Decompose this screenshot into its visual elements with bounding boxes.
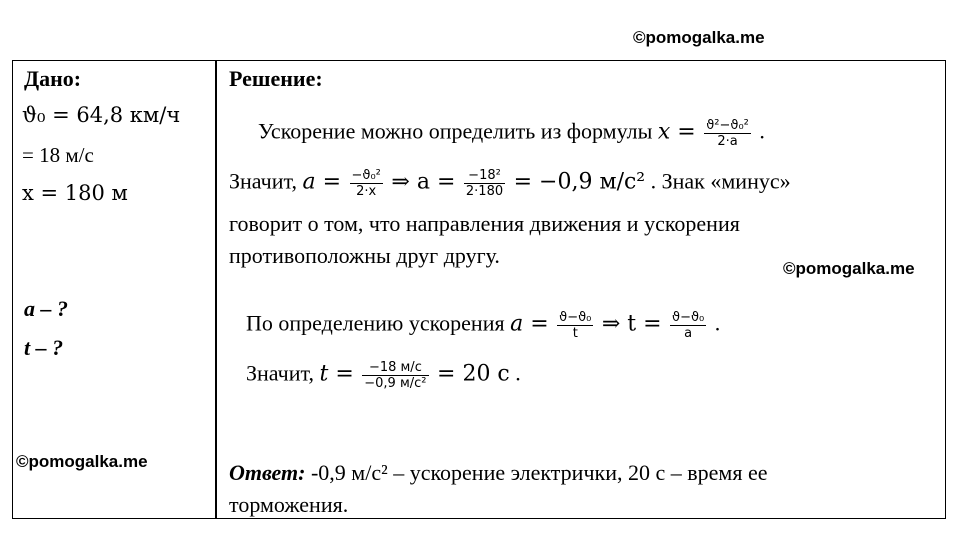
numeric-a-fraction bbox=[464, 168, 505, 199]
fraction-numerator: ϑ²−ϑ₀² bbox=[706, 118, 749, 133]
answer-line-2: торможения. bbox=[229, 492, 349, 517]
given-v0-converted: = 18 м/с bbox=[22, 143, 94, 167]
fraction-denominator: 2·x bbox=[356, 184, 377, 199]
line2-text: Значит, bbox=[229, 168, 297, 194]
fraction-denominator: −0,9 м/с² bbox=[364, 376, 427, 391]
column-divider bbox=[215, 60, 217, 519]
line5-var: a = bbox=[510, 311, 549, 337]
answer-line bbox=[229, 462, 767, 484]
line5-text: По определению ускорения bbox=[246, 310, 505, 336]
line6-end: . bbox=[515, 360, 521, 386]
solution-line-6 bbox=[246, 360, 521, 391]
line1-var: x = bbox=[657, 119, 696, 145]
solution-line-1 bbox=[258, 118, 765, 149]
fraction-numerator: −ϑ₀² bbox=[351, 168, 381, 183]
line2-result: = −0,9 м/с² bbox=[513, 169, 646, 195]
line1-text: Ускорение можно определить из формулы bbox=[258, 118, 653, 144]
line1-end: . bbox=[759, 118, 765, 144]
solution-line-3: говорит о том, что направления движения и ускорения bbox=[229, 211, 740, 236]
acceleration-fraction bbox=[557, 310, 593, 341]
formula-x-fraction bbox=[704, 118, 751, 149]
line5-arrow: ⇒ t = bbox=[601, 311, 662, 337]
answer-label: Ответ: bbox=[229, 460, 306, 485]
fraction-numerator: −18² bbox=[464, 168, 505, 184]
watermark: ©pomogalka.me bbox=[633, 28, 765, 47]
solution-line-4: противоположны друг другу. bbox=[229, 243, 500, 268]
watermark: ©pomogalka.me bbox=[16, 452, 148, 471]
find-t: t – ? bbox=[24, 335, 64, 360]
fraction-denominator: a bbox=[684, 326, 693, 341]
given-v0: ϑ₀ = 64,8 км/ч bbox=[22, 103, 181, 127]
numeric-t-fraction bbox=[362, 360, 428, 391]
line6-result: = 20 с bbox=[437, 361, 510, 387]
solution-line-2 bbox=[229, 168, 791, 199]
formula-a-fraction bbox=[350, 168, 383, 199]
line5-end: . bbox=[714, 310, 721, 336]
line6-var: t = bbox=[319, 361, 354, 387]
line2-var: a = bbox=[302, 169, 342, 195]
given-heading: Дано: bbox=[24, 66, 82, 91]
fraction-numerator: −18 м/с bbox=[362, 360, 428, 376]
fraction-numerator: ϑ−ϑ₀ bbox=[672, 310, 705, 325]
line6-text: Значит, bbox=[246, 360, 314, 386]
solution-heading: Решение: bbox=[229, 66, 323, 91]
fraction-denominator: 2·180 bbox=[465, 184, 504, 199]
answer-text: -0,9 м/с² – ускорение электрички, 20 с – время ее bbox=[305, 460, 768, 485]
line2-end: . Знак «минус» bbox=[650, 168, 791, 194]
fraction-denominator: 2·a bbox=[717, 134, 738, 149]
fraction-denominator: t bbox=[572, 326, 578, 341]
find-a: a – ? bbox=[24, 296, 68, 321]
watermark: ©pomogalka.me bbox=[783, 259, 915, 278]
fraction-numerator: ϑ−ϑ₀ bbox=[559, 310, 592, 325]
solution-line-5 bbox=[246, 310, 720, 341]
time-fraction bbox=[670, 310, 706, 341]
line2-arrow: ⇒ a = bbox=[391, 169, 456, 195]
given-x: x = 180 м bbox=[22, 181, 128, 205]
